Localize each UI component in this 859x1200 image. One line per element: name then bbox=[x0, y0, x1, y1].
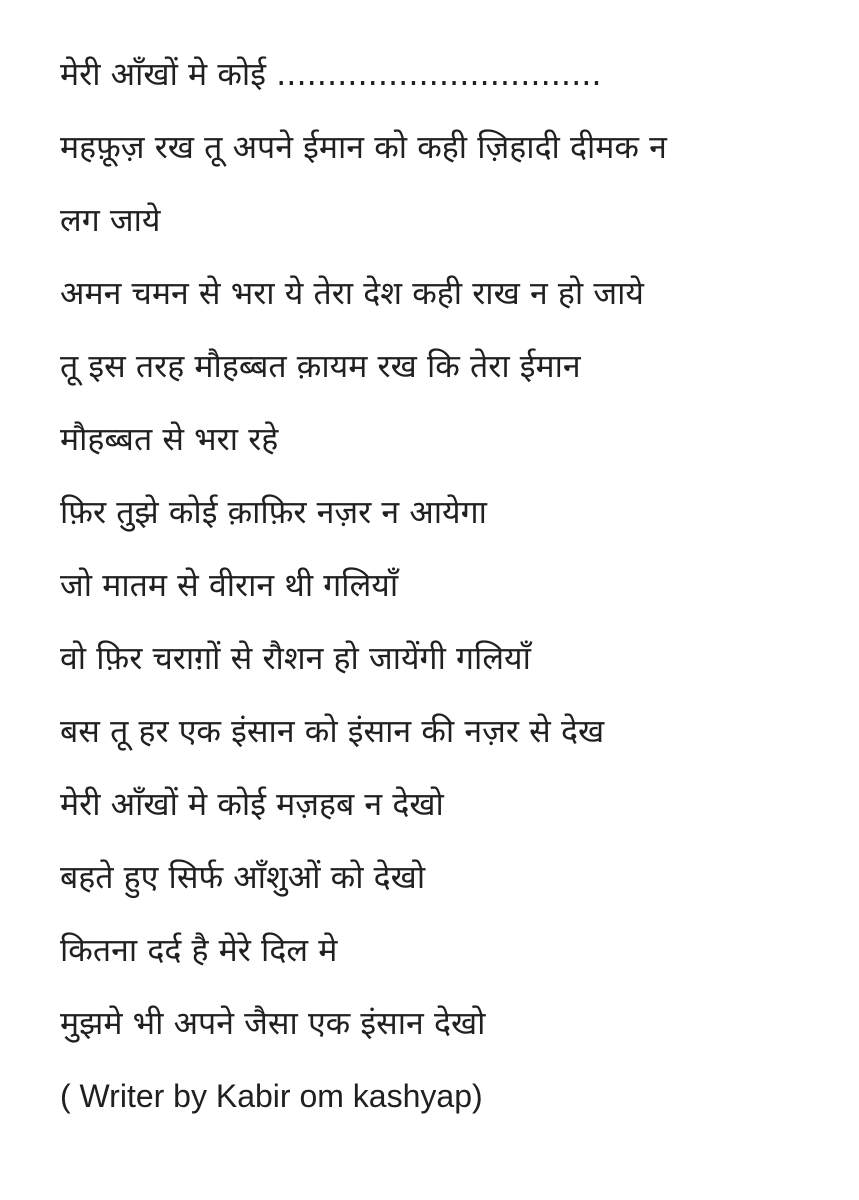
poem-line: लग जाये bbox=[60, 201, 161, 239]
poem-line: जो मातम से वीरान थी गलियाँ bbox=[60, 566, 399, 604]
poem-line: तू इस तरह मौहब्बत क़ायम रख कि तेरा ईमान bbox=[60, 347, 581, 385]
poem-line: मेरी आँखों मे कोई मज़हब न देखो bbox=[60, 785, 444, 823]
poem-line: महफ़ूज़ रख तू अपने ईमान को कही ज़िहादी दीमक न bbox=[60, 128, 667, 166]
poem-line: फ़िर तुझे कोई क़ाफ़िर नज़र न आयेगा bbox=[60, 493, 487, 531]
poem-title bbox=[60, 38, 840, 111]
poem-text bbox=[60, 38, 840, 1133]
poem-line: मौहब्बत से भरा रहे bbox=[60, 420, 279, 458]
poem-title-dots: ................................ bbox=[276, 55, 602, 93]
poem-line: मुझमे भी अपने जैसा एक इंसान देखो bbox=[60, 1004, 486, 1042]
poem-line: बस तू हर एक इंसान को इंसान की नज़र से देख bbox=[60, 712, 605, 750]
poem-title-text: मेरी आँखों मे कोई bbox=[60, 55, 266, 93]
poem-line: कितना दर्द है मेरे दिल मे bbox=[60, 931, 338, 969]
poem-line: वो फ़िर चराग़ों से रौशन हो जायेंगी गलियाँ bbox=[60, 639, 531, 677]
poem-line: बहते हुए सिर्फ आँशुओं को देखो bbox=[60, 858, 426, 896]
poem-credit: ( Writer by Kabir om kashyap) bbox=[60, 1078, 483, 1114]
poem-line: अमन चमन से भरा ये तेरा देश कही राख न हो जाये bbox=[60, 274, 644, 312]
